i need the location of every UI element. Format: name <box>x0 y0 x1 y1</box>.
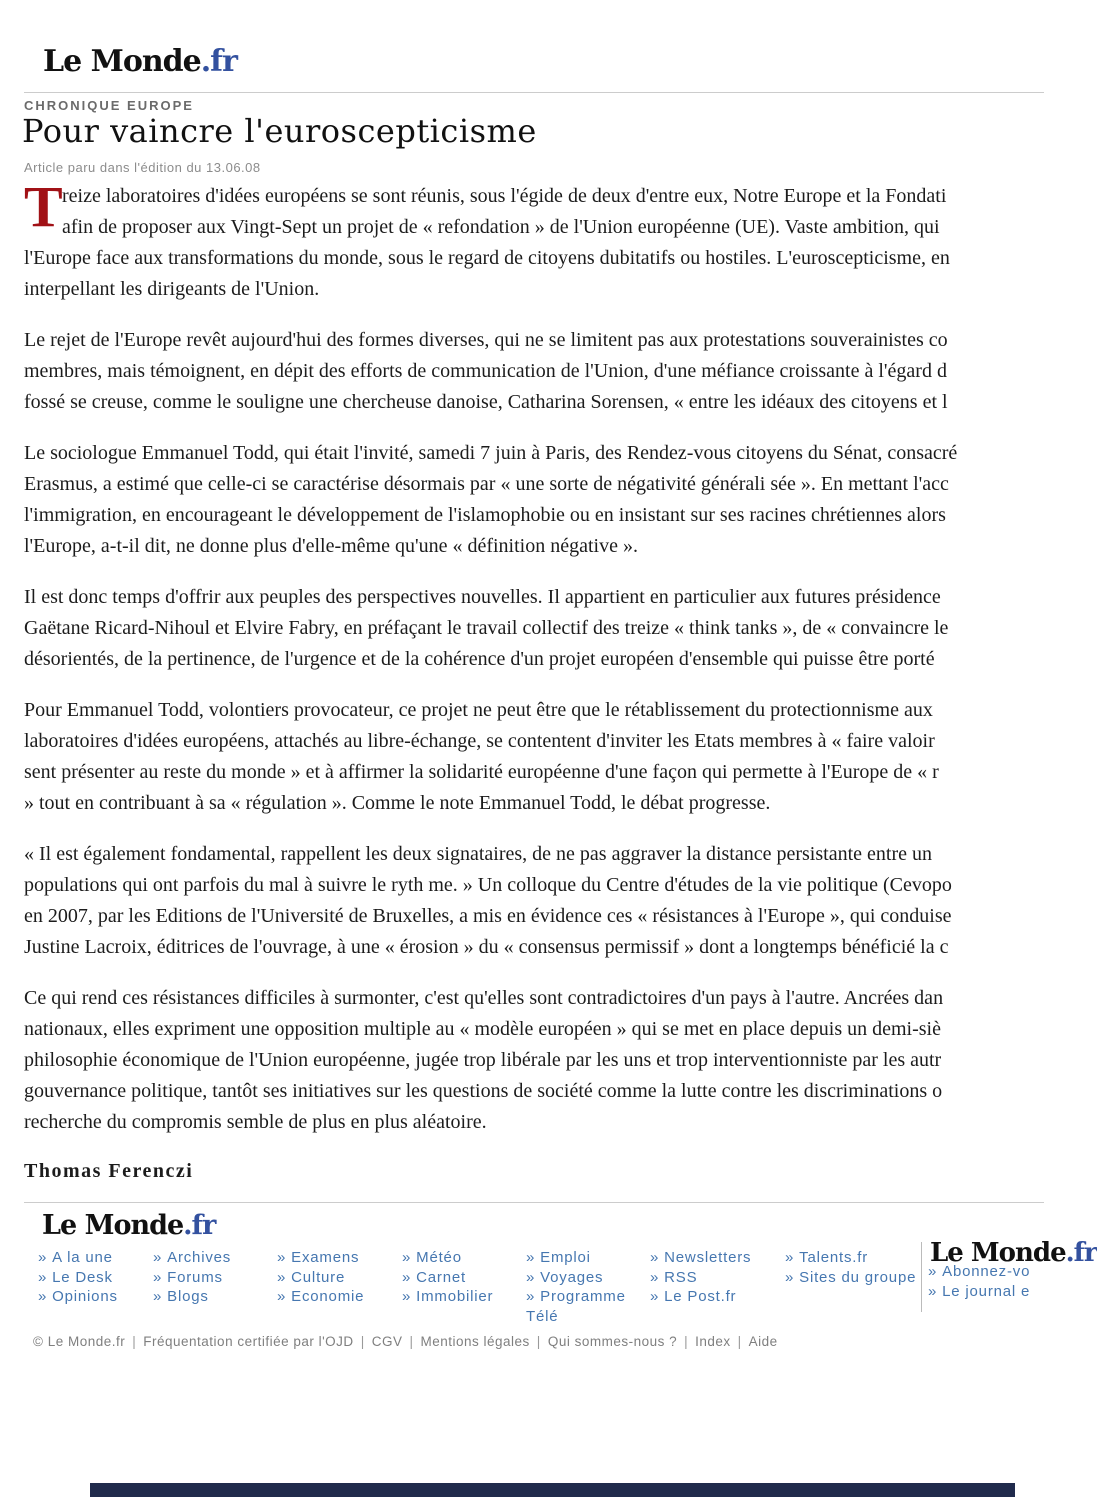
footer-link-label: Blogs <box>167 1288 209 1305</box>
footer-link-emploi[interactable] <box>526 1248 638 1268</box>
article-line: désorientés, de la pertinence, de l'urgence et de la cohérence d'un projet européen d'ensemble qui puisse être porté <box>24 648 935 670</box>
paragraph <box>24 325 1058 418</box>
link-qui-sommes-nous[interactable]: Qui sommes-nous ? <box>547 1334 678 1349</box>
footer-link-label: Le journal e <box>942 1283 1031 1300</box>
footer-link-label: Economie <box>291 1288 365 1305</box>
article-line: laboratoires d'idées européens, attachés au libre-échange, se contentent d'inviter les Etats membres à « faire valoir <box>24 730 935 752</box>
chevron-bullet-icon: » <box>928 1283 938 1300</box>
footer-link-label: Carnet <box>416 1268 466 1286</box>
footer-link-label: Forums <box>167 1268 223 1286</box>
footer-link-label: Programme Télé <box>526 1288 626 1325</box>
footer-column <box>650 1248 751 1307</box>
footer-right-logo-main: Le Monde <box>930 1238 1066 1268</box>
footer-link-label: Archives <box>167 1249 232 1266</box>
article-line: l'Europe, a-t-il dit, ne donne plus d'elle-même qu'une « définition négative ». <box>24 535 638 557</box>
article-line: « Il est également fondamental, rappellent les deux signataires, de ne pas aggraver la distance persistante entre un <box>24 843 932 865</box>
separator: | <box>737 1334 742 1349</box>
link-aide[interactable]: Aide <box>748 1334 778 1349</box>
article-line: Le sociologue Emmanuel Todd, qui était l'invité, samedi 7 juin à Paris, des Rendez-vous citoyens du Sénat, consacré <box>24 442 958 464</box>
link-index[interactable]: Index <box>695 1334 731 1349</box>
footer-link-label: Talents.fr <box>799 1249 869 1266</box>
link-ojd[interactable]: Fréquentation certifiée par l'OJD <box>143 1334 354 1349</box>
bottom-bar <box>90 1483 1015 1497</box>
article-line: interpellant les dirigeants de l'Union. <box>24 278 320 300</box>
footer-link-le-journal[interactable] <box>928 1282 1030 1302</box>
article-line: Pour Emmanuel Todd, volontiers provocateur, ce projet ne peut être que le rétablissement du protectionnisme aux <box>24 699 933 721</box>
page-title: Pour vaincre l'euroscepticisme <box>22 112 537 150</box>
footer-column <box>785 1248 916 1287</box>
separator: | <box>132 1334 137 1349</box>
article-line: gouvernance politique, tantôt ses initiatives sur les questions de société comme la lutte contre les discriminations o <box>24 1080 943 1102</box>
article-line: en 2007, par les Editions de l'Université de Bruxelles, a mis en évidence ces « résistances à l'Europe », qui conduise <box>24 905 952 927</box>
footer-link-label: Le Desk <box>52 1268 113 1286</box>
footer-divider <box>24 1202 1044 1203</box>
article-line: reize laboratoires d'idées européens se sont réunis, sous l'égide de deux d'entre eux, Notre Europe et la Fondati <box>62 185 947 207</box>
article-line: sent présenter au reste du monde » et à affirmer la solidarité européenne d'une façon qui permette à l'Europe de « r <box>24 761 939 783</box>
footer-link-le-post[interactable] <box>650 1287 751 1307</box>
article-line: Ce qui rend ces résistances difficiles à surmonter, c'est qu'elles sont contradictoires d'un pays à l'autre. Ancrées dan <box>24 987 944 1009</box>
footer-link-carnet[interactable] <box>402 1268 493 1288</box>
footer-link-opinions[interactable] <box>38 1287 118 1307</box>
chevron-bullet-icon: » <box>402 1249 412 1266</box>
chevron-bullet-icon: » <box>785 1268 795 1286</box>
footer-link-talents[interactable] <box>785 1248 916 1268</box>
chevron-bullet-icon: » <box>650 1268 660 1286</box>
paragraph <box>24 839 1058 963</box>
footer-link-label: Opinions <box>52 1288 118 1305</box>
footer-link-label: A la une <box>52 1249 113 1266</box>
footer-link-blogs[interactable] <box>153 1287 231 1307</box>
chevron-bullet-icon: » <box>277 1288 287 1305</box>
lemonde-logo-fr: .fr <box>200 44 237 79</box>
article-dateline: Article paru dans l'édition du 13.06.08 <box>24 160 261 175</box>
dropcap-letter: T <box>24 174 63 239</box>
footer-column <box>277 1248 364 1307</box>
footer-column <box>526 1248 638 1326</box>
chevron-bullet-icon: » <box>38 1268 48 1286</box>
chevron-bullet-icon: » <box>526 1249 536 1266</box>
chevron-bullet-icon: » <box>38 1288 48 1305</box>
footer-logo-fr: .fr <box>183 1210 216 1241</box>
footer-link-label: Le Post.fr <box>664 1288 737 1305</box>
separator: | <box>409 1334 414 1349</box>
footer-link-label: RSS <box>664 1268 698 1286</box>
chevron-bullet-icon: » <box>650 1288 660 1305</box>
article-line: afin de proposer aux Vingt-Sept un projet de « refondation » de l'Union européenne (UE). Vaste ambition, qui <box>62 216 940 238</box>
chevron-bullet-icon: » <box>38 1249 48 1266</box>
copyright-text: © Le Monde.fr <box>33 1334 126 1349</box>
link-cgv[interactable]: CGV <box>371 1334 403 1349</box>
chevron-bullet-icon: » <box>526 1268 536 1286</box>
article-line: » tout en contribuant à sa « régulation ». Comme le note Emmanuel Todd, le débat progresse. <box>24 792 771 814</box>
paragraph <box>24 174 1058 305</box>
footer-link-abonnez-vous[interactable] <box>928 1262 1030 1282</box>
footer-link-label: Voyages <box>540 1268 604 1286</box>
author-byline: Thomas Ferenczi <box>24 1160 194 1182</box>
lemonde-logo-main: Le Monde <box>43 44 201 79</box>
article-line: philosophie économique de l'Union européenne, jugée trop libérale par les uns et trop interventionniste par les autr <box>24 1049 942 1071</box>
footer-vertical-divider <box>921 1242 922 1312</box>
footer-right-logo-fr: .fr <box>1065 1238 1097 1268</box>
footer-link-rss[interactable] <box>650 1268 751 1288</box>
article-line: l'immigration, en encourageant le développement de l'islamophobie ou en insistant sur ses racines chrétiennes alors <box>24 504 946 526</box>
footer-link-forums[interactable] <box>153 1268 231 1288</box>
article-line: nationaux, elles expriment une opposition multiple au « modèle européen » qui se met en place depuis un demi-siè <box>24 1018 941 1040</box>
footer-link-label: Sites du groupe <box>799 1268 917 1286</box>
footer-link-a-la-une[interactable] <box>38 1248 118 1268</box>
chevron-bullet-icon: » <box>153 1288 163 1305</box>
article-body <box>24 174 1058 1184</box>
footer-column <box>38 1248 118 1307</box>
article-line: recherche du compromis semble de plus en plus aléatoire. <box>24 1111 487 1133</box>
article-line: l'Europe face aux transformations du monde, sous le regard de citoyens dubitatifs ou hostiles. L'euroscepticisme, en <box>24 247 950 269</box>
link-mentions-legales[interactable]: Mentions légales <box>420 1334 530 1349</box>
footer-logo-main: Le Monde <box>42 1210 184 1241</box>
paragraph <box>24 695 1058 819</box>
footer-link-meteo[interactable] <box>402 1248 493 1268</box>
footer-column <box>402 1248 493 1307</box>
separator: | <box>684 1334 689 1349</box>
footer-link-voyages[interactable] <box>526 1268 638 1288</box>
footer-link-sites-du-groupe[interactable] <box>785 1268 916 1288</box>
footer-link-newsletters[interactable] <box>650 1248 751 1268</box>
separator: | <box>360 1334 365 1349</box>
footer-link-label: Culture <box>291 1268 346 1286</box>
footer-link-label: Newsletters <box>664 1249 752 1266</box>
footer-link-label: Immobilier <box>416 1288 494 1305</box>
footer-link-immobilier[interactable] <box>402 1287 493 1307</box>
article-line: fossé se creuse, comme le souligne une chercheuse danoise, Catharina Sorensen, « entre les idéaux des citoyens et l <box>24 391 948 413</box>
header-divider <box>24 92 1044 93</box>
section-kicker: CHRONIQUE EUROPE <box>24 98 194 113</box>
footer-lemonde-logo[interactable] <box>42 1210 215 1241</box>
paragraph <box>24 438 1058 562</box>
article-line: Justine Lacroix, éditrices de l'ouvrage, à une « érosion » du « consensus permissif » dont a longtemps bénéficié la c <box>24 936 949 958</box>
article-line: Gaëtane Ricard-Nihoul et Elvire Fabry, en préfaçant le travail collectif des treize « think tanks », de « convaincre le <box>24 617 949 639</box>
article-line: Le rejet de l'Europe revêt aujourd'hui des formes diverses, qui ne se limitent pas aux protestations souverainistes co <box>24 329 948 351</box>
footer-link-examens[interactable] <box>277 1248 364 1268</box>
footer-link-le-desk[interactable] <box>38 1268 118 1288</box>
chevron-bullet-icon: » <box>402 1288 412 1305</box>
footer-column <box>153 1248 231 1307</box>
footer-link-label: Abonnez-vo <box>942 1263 1031 1280</box>
footer-link-label: Météo <box>416 1249 462 1266</box>
chevron-bullet-icon: » <box>650 1249 660 1266</box>
chevron-bullet-icon: » <box>526 1288 536 1305</box>
paragraph <box>24 582 1058 675</box>
article-line: Erasmus, a estimé que celle-ci se caractérise désormais par « une sorte de négativité générali sée ». En mettant l'acc <box>24 473 949 495</box>
chevron-bullet-icon: » <box>277 1249 287 1266</box>
footer-link-label: Emploi <box>540 1249 591 1266</box>
footer-right-links <box>928 1262 1030 1302</box>
chevron-bullet-icon: » <box>402 1268 412 1286</box>
chevron-bullet-icon: » <box>928 1263 938 1280</box>
chevron-bullet-icon: » <box>277 1268 287 1286</box>
separator: | <box>536 1334 541 1349</box>
footer-link-programme-tele[interactable] <box>526 1287 638 1326</box>
chevron-bullet-icon: » <box>153 1249 163 1266</box>
article-line: membres, mais témoignent, en dépit des efforts de communication de l'Union, d'une méfiance croissante à l'égard d <box>24 360 947 382</box>
footer-link-archives[interactable] <box>153 1248 231 1268</box>
footer-link-economie[interactable] <box>277 1287 364 1307</box>
article-line: Il est donc temps d'offrir aux peuples des perspectives nouvelles. Il appartient en particulier aux futures présidence <box>24 586 941 608</box>
chevron-bullet-icon: » <box>785 1249 795 1266</box>
chevron-bullet-icon: » <box>153 1268 163 1286</box>
paragraph <box>24 983 1058 1138</box>
copyright-bar <box>33 1334 778 1349</box>
footer-link-label: Examens <box>291 1249 360 1266</box>
footer-link-culture[interactable] <box>277 1268 364 1288</box>
lemonde-logo[interactable] <box>43 44 237 79</box>
article-line: populations qui ont parfois du mal à suivre le ryth me. » Un colloque du Centre d'études de la vie politique (Cevopo <box>24 874 952 896</box>
